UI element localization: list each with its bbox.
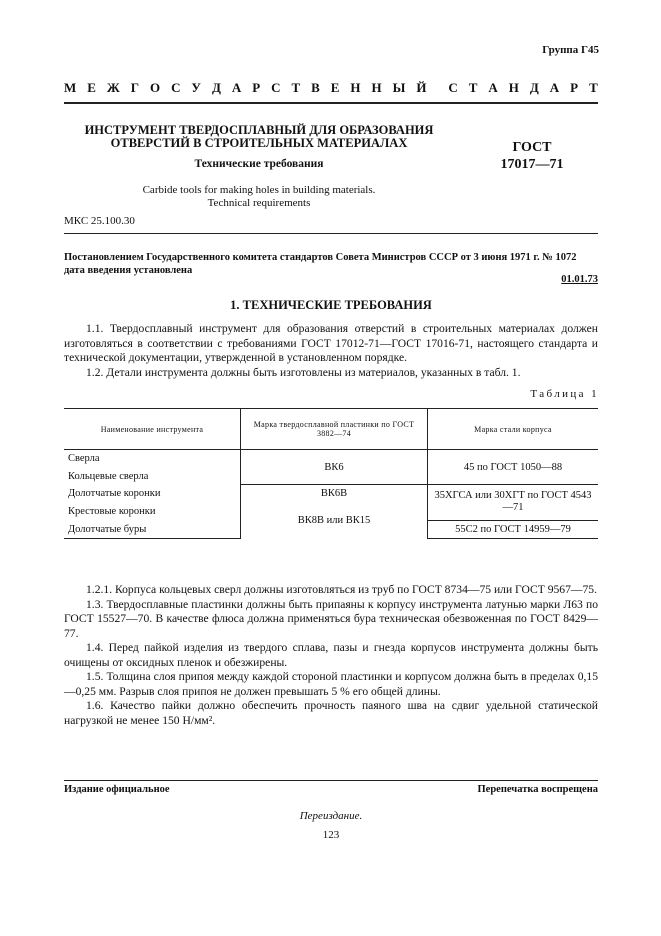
mks-code: МКС 25.100.30 [64, 215, 135, 227]
banner-letter: А [488, 80, 498, 95]
document-title [64, 124, 454, 150]
requirements-body [64, 583, 598, 728]
banner-letter: Т [468, 80, 478, 95]
header-rule [64, 233, 598, 234]
banner-letter: Н [371, 80, 382, 95]
banner-rule [64, 102, 598, 104]
banner-letter: А [549, 80, 560, 95]
steel-grade: 45 по ГОСТ 1050—88 [428, 450, 599, 485]
paragraph-1-3: 1.3. Твердосплавные пластинки должны быть припаяны к корпусу инструмента латунью марки Л63 по ГОСТ 15527—70. В качестве флюса должна применяться бура техническая обезвоженная по ГОСТ 8429—77. [64, 597, 598, 640]
standard-banner [64, 80, 598, 96]
banner-letter: С [448, 80, 458, 95]
gost-number: 17017—71 [500, 157, 564, 172]
steel-grade: 55С2 по ГОСТ 14959—79 [428, 520, 599, 538]
reprint-note: Переиздание. [299, 810, 363, 822]
banner-letter: Й [416, 80, 427, 95]
banner-letter: Г [130, 80, 139, 95]
gost-designation [467, 139, 597, 173]
column-header-steel: Марка стали корпуса [428, 409, 599, 450]
tool-name: Крестовые коронки [68, 505, 156, 517]
effective-date: 01.01.73 [561, 274, 598, 285]
banner-letter: Е [87, 80, 96, 95]
tool-name: Долотчатые коронки [68, 488, 161, 500]
paragraph-1-5: 1.5. Толщина слоя припоя между каждой стороной пластинки и корпусом должна быть в пределах 0,15—0,25 мм. Разрыв слоя припоя не должен превышать 5 % его общей длины. [64, 670, 598, 698]
paragraph-1-6: 1.6. Качество пайки должно обеспечить прочность паяного шва на сдвиг удельной статической нагрузкой не менее 150 Н/мм². [64, 699, 598, 727]
banner-letter: У [191, 80, 201, 95]
decree-text-2: дата введения установлена [64, 265, 193, 276]
english-title-line-1: Carbide tools for making holes in building materials. [142, 184, 376, 196]
banner-letter: Т [291, 80, 301, 95]
english-title-line-2: Technical requirements [207, 197, 311, 209]
section-heading: 1. ТЕХНИЧЕСКИЕ ТРЕБОВАНИЯ [230, 298, 432, 312]
banner-letter: Ы [392, 80, 406, 95]
table-row [64, 485, 598, 503]
materials-table [64, 408, 598, 539]
gost-label: ГОСТ [512, 140, 552, 155]
decree-text-1: Постановлением Государственного комитета стандартов Совета Министров СССР от 3 июня 1971 г. № 1072 [64, 252, 577, 263]
title-line-1: ИНСТРУМЕНТ ТВЕРДОСПЛАВНЫЙ ДЛЯ ОБРАЗОВАНИЯ [84, 123, 434, 137]
alloy-grade: ВК6В [241, 485, 428, 503]
paragraph-1-4: 1.4. Перед пайкой изделия из твердого сплава, пазы и гнезда корпусов инструмента должны быть очищены от оксидных пленок и обезжирены. [64, 641, 598, 669]
tool-name: Сверла [68, 453, 100, 465]
group-code: Группа Г45 [542, 44, 599, 56]
table-row [64, 450, 598, 468]
banner-letter: В [311, 80, 320, 95]
english-title [64, 184, 454, 210]
banner-letter: Н [350, 80, 361, 95]
banner-letter: Р [252, 80, 261, 95]
column-header-tool: Наименование инструмента [64, 409, 241, 450]
section-intro [64, 322, 598, 380]
paragraph-1-1: 1.1. Твердосплавный инструмент для образования отверстий в строительных материалах должен изготовляться в соответствии с требованиями ГОСТ 17012-71—ГОСТ 17016-71, настоящего стандарта и технической документации, утвержденной в установленном порядке. [64, 322, 598, 364]
banner-letter: Т [589, 80, 598, 95]
reprint-prohibited: Перепечатка воспрещена [477, 784, 598, 795]
paragraph-1-2-1: 1.2.1. Корпуса кольцевых сверл должны изготовляться из труб по ГОСТ 8734—75 или ГОСТ 9567—75. [86, 583, 597, 596]
footer-rule [64, 780, 598, 781]
tool-name: Долотчатые буры [64, 520, 241, 538]
banner-letter: Д [211, 80, 221, 95]
page-number: 123 [322, 829, 340, 841]
banner-letter: Н [508, 80, 519, 95]
steel-grade: 35ХГСА или 30ХГТ по ГОСТ 4543—71 [428, 485, 599, 520]
banner-letter: Ж [106, 80, 120, 95]
decree [64, 251, 598, 277]
banner-letter: Е [330, 80, 340, 95]
banner-letter: С [171, 80, 181, 95]
footer [64, 784, 598, 795]
table-caption: Таблица 1 [530, 388, 599, 400]
banner-letter: М [64, 80, 77, 95]
banner-letter: О [149, 80, 161, 95]
banner-letter: Д [529, 80, 539, 95]
tool-name: Кольцевые сверла [68, 470, 149, 482]
official-edition: Издание официальное [64, 784, 170, 795]
banner-letter: Р [570, 80, 579, 95]
alloy-grade: ВК8В или ВК15 [241, 503, 428, 539]
document-subtitle: Технические требования [194, 158, 324, 170]
alloy-grade: ВК6 [241, 450, 428, 485]
banner-letter: С [271, 80, 281, 95]
paragraph-1-2: 1.2. Детали инструмента должны быть изготовлены из материалов, указанных в табл. 1. [86, 365, 521, 379]
title-line-2: ОТВЕРСТИЙ В СТРОИТЕЛЬНЫХ МАТЕРИАЛАХ [110, 136, 408, 150]
banner-letter: А [231, 80, 242, 95]
column-header-alloy: Марка твердосплавной пластинки по ГОСТ 3882—74 [241, 409, 428, 450]
